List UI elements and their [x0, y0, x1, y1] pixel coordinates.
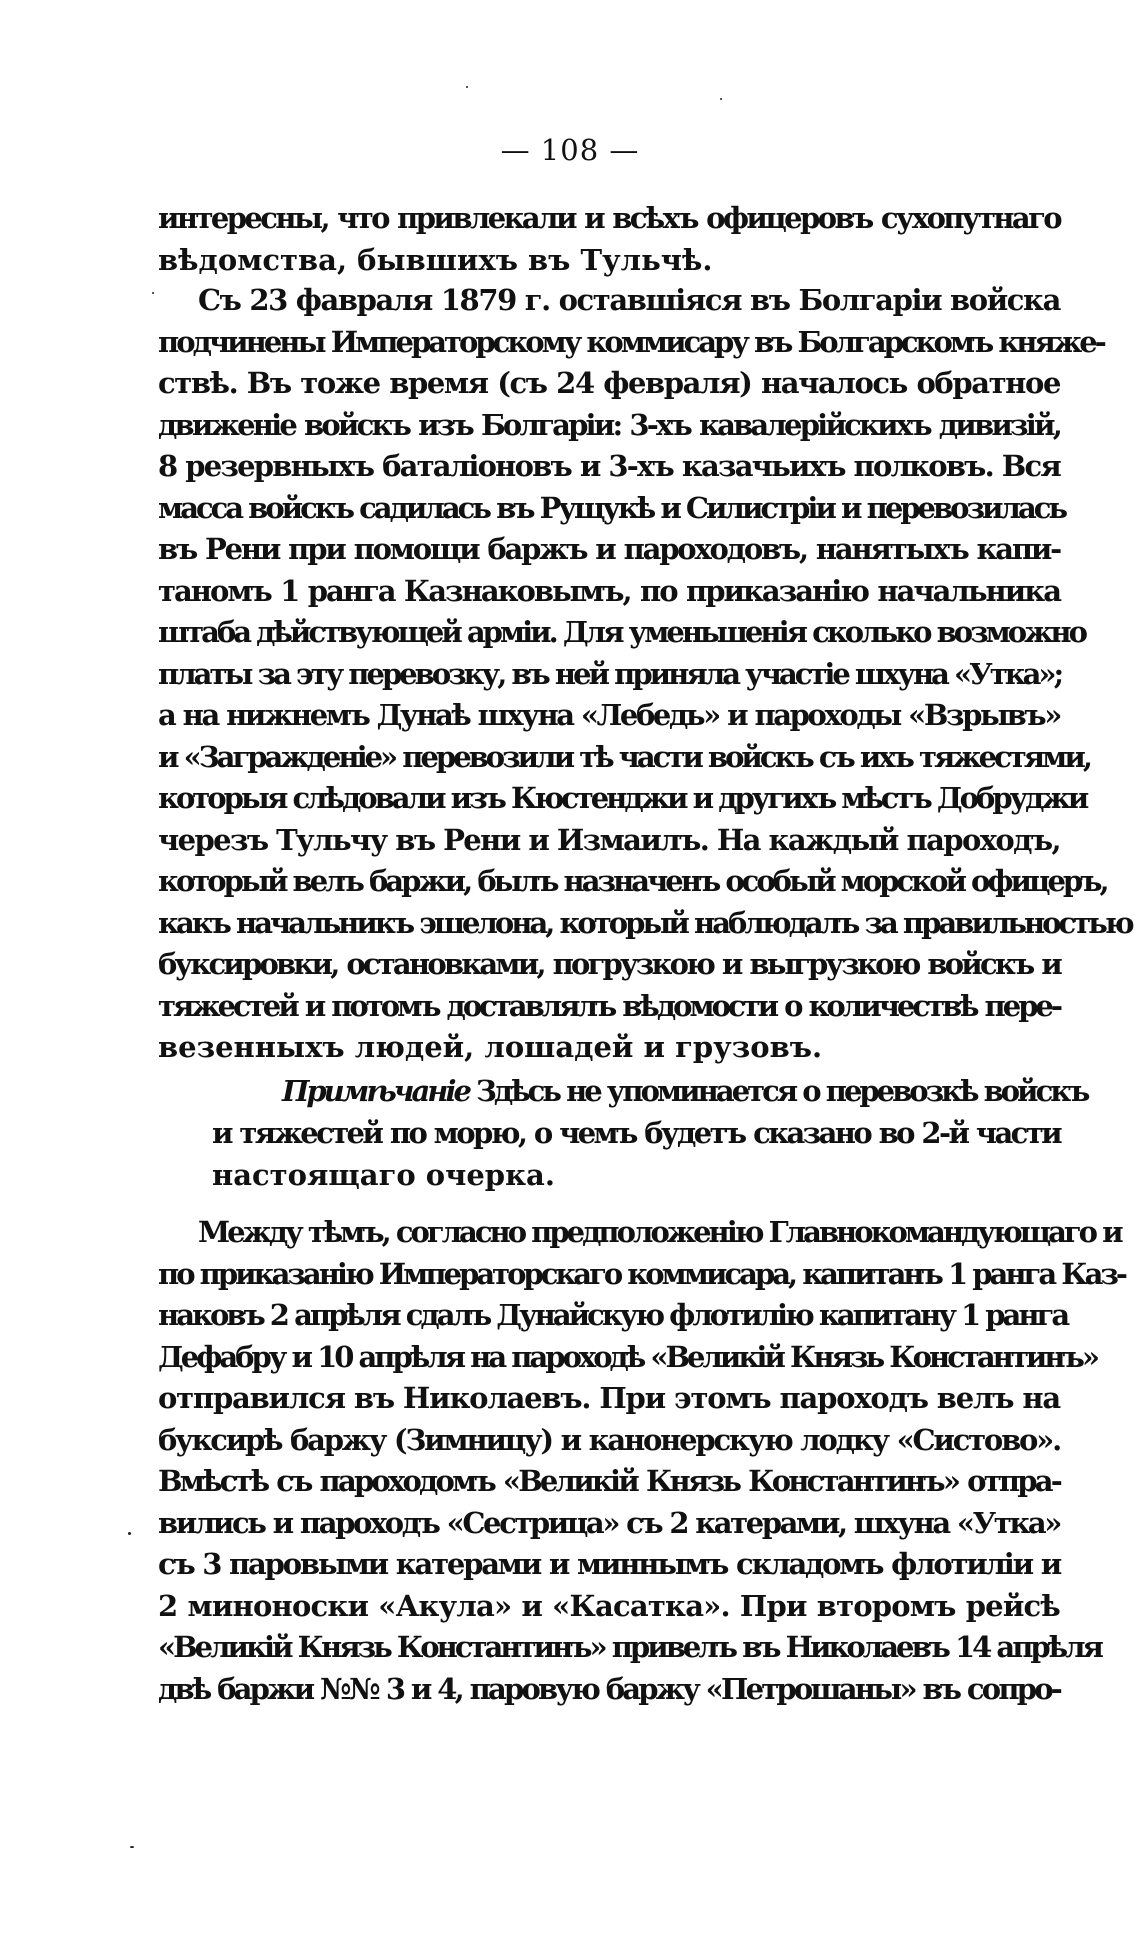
text-line: «Великій Князь Константинъ» привелъ въ Николаевъ 14 апрѣля: [158, 1630, 1101, 1664]
scan-speck: [152, 292, 154, 294]
text-line: вѣдомства, бывшихъ въ Тульчѣ.: [158, 242, 713, 277]
text-line: штаба дѣйствующей арміи. Для уменьшенія сколько возможно: [158, 615, 1085, 649]
text-line: который велъ баржи, былъ назначенъ особый морской офицеръ,: [158, 864, 1107, 898]
text-line: тяжестей и потомъ доставлялъ вѣдомости о количествѣ пере-: [158, 988, 1060, 1023]
paragraph-3: [158, 1212, 1125, 1710]
text-line: масса войскъ садилась въ Рущукѣ и Силистріи и перевозилась: [158, 490, 1066, 525]
text-line: двѣ баржи №№ 3 и 4, паровую баржу «Петрошаны» въ сопро-: [158, 1671, 1060, 1706]
text-line: таномъ 1 ранга Казнаковымъ, по приказанію начальника: [158, 573, 1060, 608]
text-line: Между тѣмъ, согласно предположенію Главнокомандующаго и: [198, 1215, 1121, 1249]
note-first-line: [212, 1070, 1088, 1112]
text-line: ствѣ. Въ тоже время (съ 24 февраля) началось обратное: [158, 366, 1060, 400]
text-line: буксировки, остановками, погрузкою и выгрузкою войскъ и: [158, 947, 1060, 981]
text-line: настоящаго очерка.: [212, 1158, 555, 1192]
text-line: какъ начальникъ эшелона, который наблюдалъ за правильностью: [158, 905, 1132, 940]
text-line: везенныхъ людей, лошадей и грузовъ.: [158, 1030, 823, 1064]
scan-speck: [466, 86, 468, 88]
text-line: и «Загражденіе» перевозили тѣ части войскъ съ ихъ тяжестями,: [158, 739, 1090, 774]
text-line: въ Рени при помощи баржъ и пароходовъ, нанятыхъ капи-: [158, 532, 1060, 566]
text-line: по приказанію Императорскаго коммисара, капитанъ 1 ранга Каз-: [158, 1256, 1125, 1291]
text-line: съ 3 паровыми катерами и миннымъ складомъ флотиліи и: [158, 1547, 1060, 1581]
text-line: 8 резервныхъ баталіоновъ и 3-хъ казачьихъ полковъ. Вся: [158, 449, 1060, 483]
text-line: 2 миноноски «Акула» и «Касатка». При второмъ рейсѣ: [158, 1588, 1060, 1623]
paragraph-1: [158, 198, 1060, 281]
text-line: Съ 23 фавраля 1879 г. оставшіяся въ Болгаріи войска: [198, 283, 1060, 317]
text-line: и тяжестей по морю, о чемъ будетъ сказано во 2-й части: [212, 1116, 1060, 1150]
text-line: платы за эту перевозку, въ ней приняла участіе шхуна «Утка»;: [158, 656, 1062, 691]
text-line: отправился въ Николаевъ. При этомъ пароходъ велъ на: [158, 1381, 1060, 1415]
text-line: буксирѣ баржу (Зимницу) и канонерскую лодку «Систово».: [158, 1422, 1060, 1457]
text-line: наковъ 2 апрѣля сдалъ Дунайскую флотилію капитану 1 ранга: [158, 1298, 1068, 1332]
text-line: интересны, что привлекали и всѣхъ офицеровъ сухопутнаго: [158, 201, 1060, 235]
scan-speck: [720, 98, 722, 100]
text-line: подчинены Императорскому коммисару въ Болгарскомъ княже-: [158, 324, 1104, 359]
page-number: — 108 —: [500, 133, 640, 167]
note-text: Здѣсь не упоминается о перевозкѣ войскъ: [468, 1074, 1088, 1108]
text-line: а на нижнемъ Дунаѣ шхуна «Лебедь» и пароходы «Взрывъ»: [158, 698, 1060, 732]
text-line: которыя слѣдовали изъ Кюстенджи и другихъ мѣстъ Добруджи: [158, 781, 1087, 815]
note-label: Примѣчаніе: [282, 1074, 469, 1108]
text-line: вились и пароходъ «Сестрица» съ 2 катерами, шхуна «Утка»: [158, 1505, 1060, 1540]
scan-speck: [128, 1532, 131, 1535]
text-line: Вмѣстѣ съ пароходомъ «Великій Князь Константинъ» отпра-: [158, 1464, 1060, 1498]
text-line: движеніе войскъ изъ Болгаріи: 3-хъ кавалерійскихъ дивизій,: [158, 407, 1060, 442]
footnote-remark: [212, 1070, 1088, 1196]
text-line: Дефабру и 10 апрѣля на пароходѣ «Великій Князь Константинъ»: [158, 1339, 1097, 1374]
paragraph-2: [158, 280, 1132, 1069]
scan-speck: [130, 1846, 134, 1848]
text-line: черезъ Тульчу въ Рени и Измаилъ. На каждый пароходъ,: [158, 822, 1060, 857]
